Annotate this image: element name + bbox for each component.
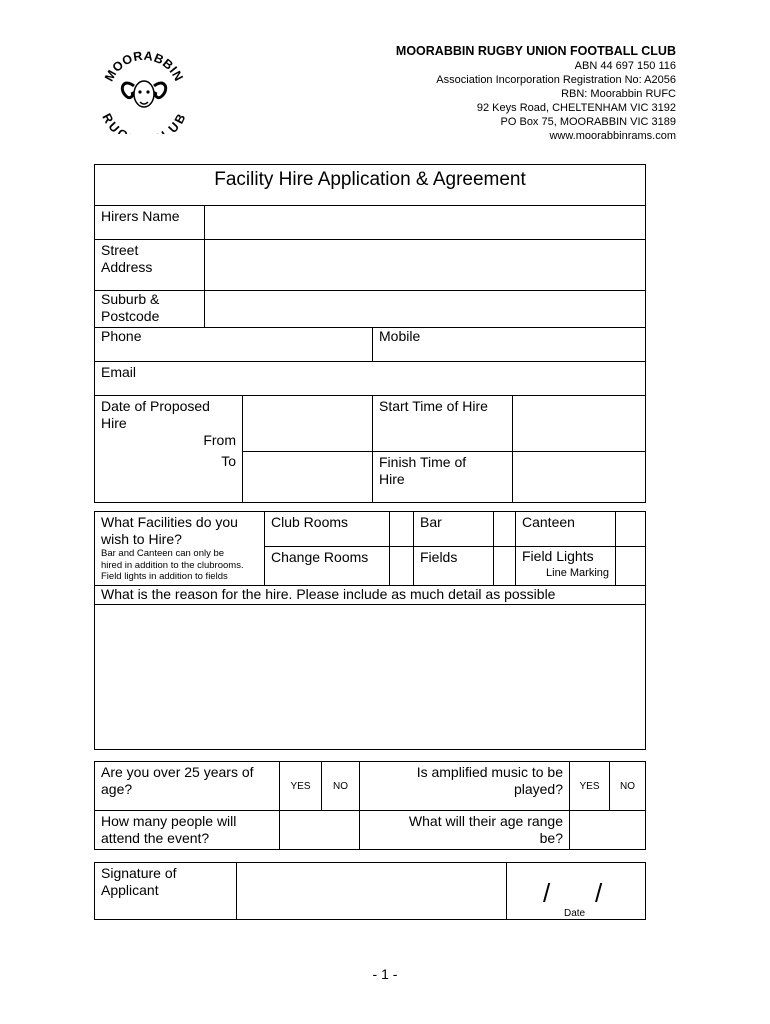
hirers-name-label: Hirers Name: [95, 206, 205, 240]
page-number: - 1 -: [372, 966, 398, 982]
amplified-music-yes[interactable]: YES: [570, 762, 610, 811]
reason-field[interactable]: [95, 604, 646, 749]
suburb-postcode-field[interactable]: [205, 291, 646, 328]
hirers-name-field[interactable]: [205, 206, 646, 240]
over-25-no[interactable]: NO: [322, 762, 360, 811]
age-range-field[interactable]: [570, 811, 646, 850]
suburb-postcode-label: Suburb & Postcode: [95, 291, 205, 328]
phone-field[interactable]: [95, 328, 373, 362]
amplified-music-no[interactable]: NO: [610, 762, 646, 811]
date-slash-1: /: [543, 878, 551, 908]
hirer-details-table: [94, 164, 646, 503]
amplified-music-question: Is amplified music to be played?: [360, 762, 570, 811]
date-from-label: Date of Proposed Hire From: [95, 396, 243, 452]
date-to-field[interactable]: [243, 451, 373, 502]
signature-field[interactable]: [237, 863, 507, 920]
over-25-question: Are you over 25 years of age?: [95, 762, 280, 811]
change-rooms-label: Change Rooms: [265, 547, 390, 585]
date-to-label: To: [95, 451, 243, 502]
association-registration: Association Incorporation Registration No: A2056: [436, 74, 676, 86]
street-address-label: Street Address: [95, 240, 205, 291]
facilities-table: [94, 511, 646, 750]
mobile-field[interactable]: [373, 328, 646, 362]
date-label: Date: [564, 908, 586, 919]
street-address: 92 Keys Road, CHELTENHAM VIC 3192: [476, 102, 676, 114]
facilities-question: What Facilities do you wish to Hire? Bar and Canteen can only be hired in addition to the clubrooms. Field lights in addition to fields: [95, 512, 265, 586]
club-name: MOORABBIN RUGBY UNION FOOTBALL CLUB: [395, 44, 676, 58]
bar-label: Bar: [414, 512, 494, 547]
logo-top-text: MOORABBIN: [102, 48, 186, 84]
attendance-field[interactable]: [280, 811, 360, 850]
fields-label: Fields: [414, 547, 494, 585]
club-rooms-label: Club Rooms: [265, 512, 390, 547]
signature-label: Signature of Applicant: [95, 863, 237, 920]
start-time-label: Start Time of Hire: [373, 396, 513, 452]
rbn: RBN: Moorabbin RUFC: [561, 88, 676, 100]
finish-time-label: Finish Time of Hire: [373, 451, 513, 502]
finish-time-field[interactable]: [513, 451, 646, 502]
street-address-field[interactable]: [205, 240, 646, 291]
attendance-question: How many people will attend the event?: [95, 811, 280, 850]
fields-checkbox[interactable]: [494, 547, 516, 585]
start-time-field[interactable]: [513, 396, 646, 452]
field-lights-label: Field Lights Line Marking: [516, 547, 616, 585]
questions-table: [94, 761, 646, 850]
club-rooms-checkbox[interactable]: [390, 512, 414, 547]
ram-head-icon: [98, 42, 190, 134]
logo-bottom-text: RU UB: [99, 111, 189, 134]
abn: ABN 44 697 150 116: [574, 60, 676, 72]
bar-checkbox[interactable]: [494, 512, 516, 547]
mobile-label: Mobile: [379, 328, 421, 344]
line-marking-label: Line Marking: [546, 567, 609, 580]
date-slash-2: /: [595, 878, 603, 908]
canteen-label: Canteen: [516, 512, 616, 547]
reason-question: What is the reason for the hire. Please include as much detail as possible: [95, 585, 646, 604]
age-range-question: What will their age range be?: [360, 811, 570, 850]
over-25-yes[interactable]: YES: [280, 762, 322, 811]
date-from-field[interactable]: [243, 396, 373, 452]
svg-text:MOORABBIN: [102, 49, 186, 84]
field-lights-checkbox[interactable]: [616, 547, 646, 585]
club-logo: [98, 42, 190, 134]
website: www.moorabbinrams.com: [549, 130, 676, 142]
form-title: Facility Hire Application & Agreement: [95, 165, 646, 206]
email-field[interactable]: [95, 362, 646, 396]
po-box: PO Box 75, MOORABBIN VIC 3189: [500, 116, 676, 128]
change-rooms-checkbox[interactable]: [390, 547, 414, 585]
email-label: Email: [101, 364, 137, 380]
date-slashes: [505, 878, 645, 919]
phone-label: Phone: [101, 328, 142, 344]
club-header: [396, 44, 676, 143]
canteen-checkbox[interactable]: [616, 512, 646, 547]
svg-text:RUGBY CLUB: [99, 111, 188, 134]
